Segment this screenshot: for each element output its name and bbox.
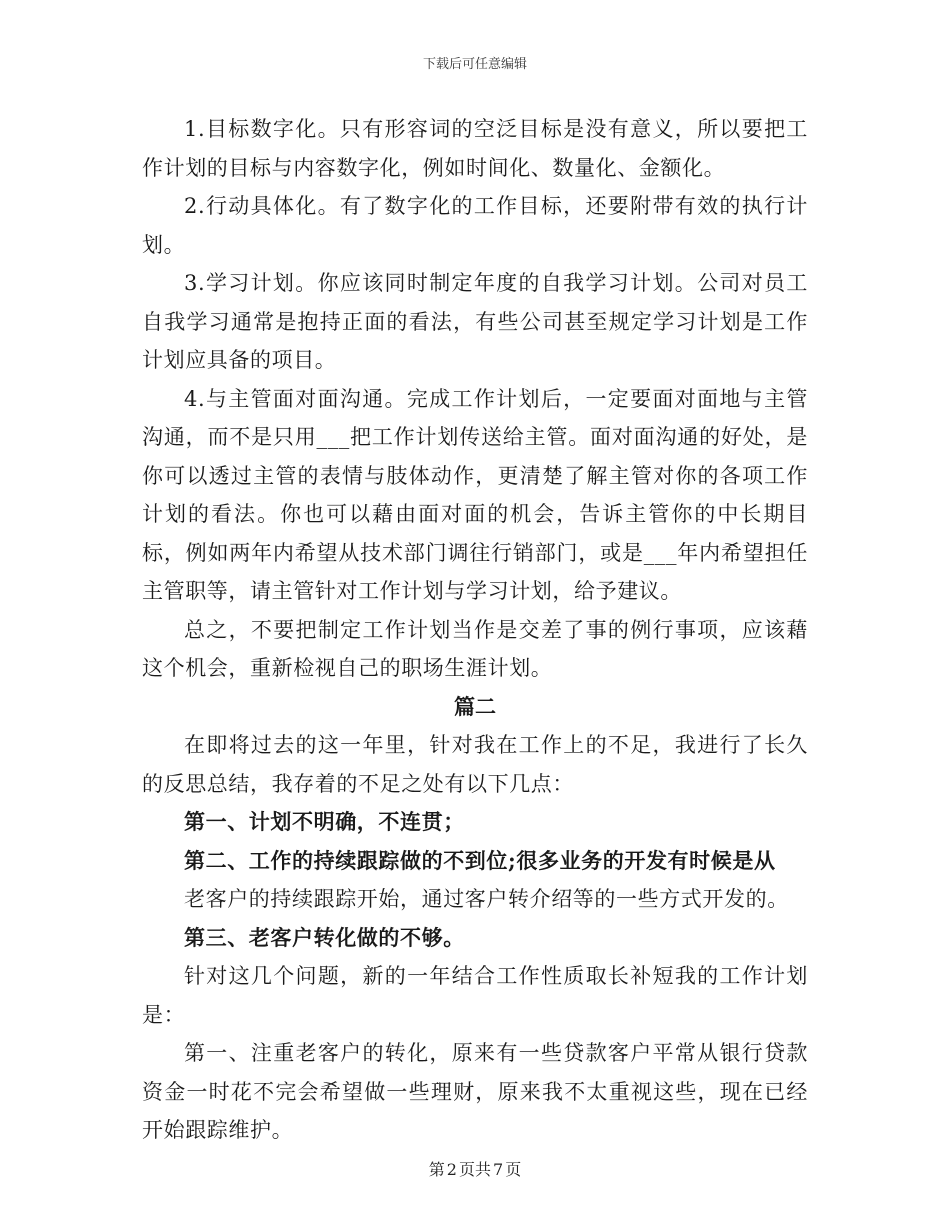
paragraph-plan-1: 第一、注重老客户的转化，原来有一些贷款客户平常从银行贷款资金一时花不完会希望做一些理财，原来我不太重视这些，现在已经开始跟踪维护。 bbox=[142, 1041, 808, 1142]
footer-total-pages: 7 bbox=[493, 1160, 504, 1179]
paragraph-plan-intro: 针对这几个问题，新的一年结合工作性质取长补短我的工作计划是： bbox=[142, 964, 808, 1027]
paragraph-shortcoming-1: 第一、计划不明确，不连贯； bbox=[184, 809, 465, 834]
paragraph-goal-digitize: 1.目标数字化。只有形容词的空泛目标是没有意义，所以要把工作计划的目标与内容数字化，例如时间化、数量化、金额化。 bbox=[142, 117, 808, 180]
paragraph-action-concrete: 2.行动具体化。有了数字化的工作目标，还要附带有效的执行计划。 bbox=[142, 194, 808, 257]
paragraph-shortcoming-3: 第三、老客户转化做的不够。 bbox=[184, 924, 465, 950]
paragraph-shortcoming-2-detail: 老客户的持续跟踪开始，通过客户转介绍等的一些方式开发的。 bbox=[184, 887, 789, 911]
paragraph-reflection: 在即将过去的这一年里，针对我在工作上的不足，我进行了长久的反思总结，我存着的不足之处有以下几点： bbox=[142, 733, 808, 796]
paragraph-face-to-face: 4.与主管面对面沟通。完成工作计划后，一定要面对面地与主管沟通，而不是只用___把工作计划传送给主管。面对面沟通的好处，是你可以透过主管的表情与肢体动作，更清楚了解主管对你的各项工作计划的看法。你也可以藉由面对面的机会，告诉主管你的中长期目标，例如两年内希望从技术部门调往行销部门，或是___年内希望担任主管职等，请主管针对工作计划与学习计划，给予建议。 bbox=[142, 386, 808, 603]
document-body bbox=[142, 110, 808, 1150]
footer-middle: 页共 bbox=[458, 1160, 491, 1179]
footer-suffix: 页 bbox=[505, 1160, 522, 1179]
paragraph-summary: 总之，不要把制定工作计划当作是交差了事的例行事项，应该藉这个机会，重新检视自己的职场生涯计划。 bbox=[142, 617, 808, 680]
section-title: 篇二 bbox=[454, 693, 496, 719]
paragraph-shortcoming-2: 第二、工作的持续跟踪做的不到位;很多业务的开发有时候是从 bbox=[184, 847, 776, 873]
page-header: 下载后可任意编辑 bbox=[422, 57, 527, 72]
footer-page-number: 2 bbox=[446, 1160, 457, 1179]
page-footer bbox=[0, 1157, 950, 1180]
paragraph-learning-plan: 3.学习计划。你应该同时制定年度的自我学习计划。公司对员工自我学习通常是抱持正面的看法，有些公司甚至规定学习计划是工作计划应具备的项目。 bbox=[142, 271, 808, 372]
footer-prefix: 第 bbox=[428, 1160, 445, 1179]
